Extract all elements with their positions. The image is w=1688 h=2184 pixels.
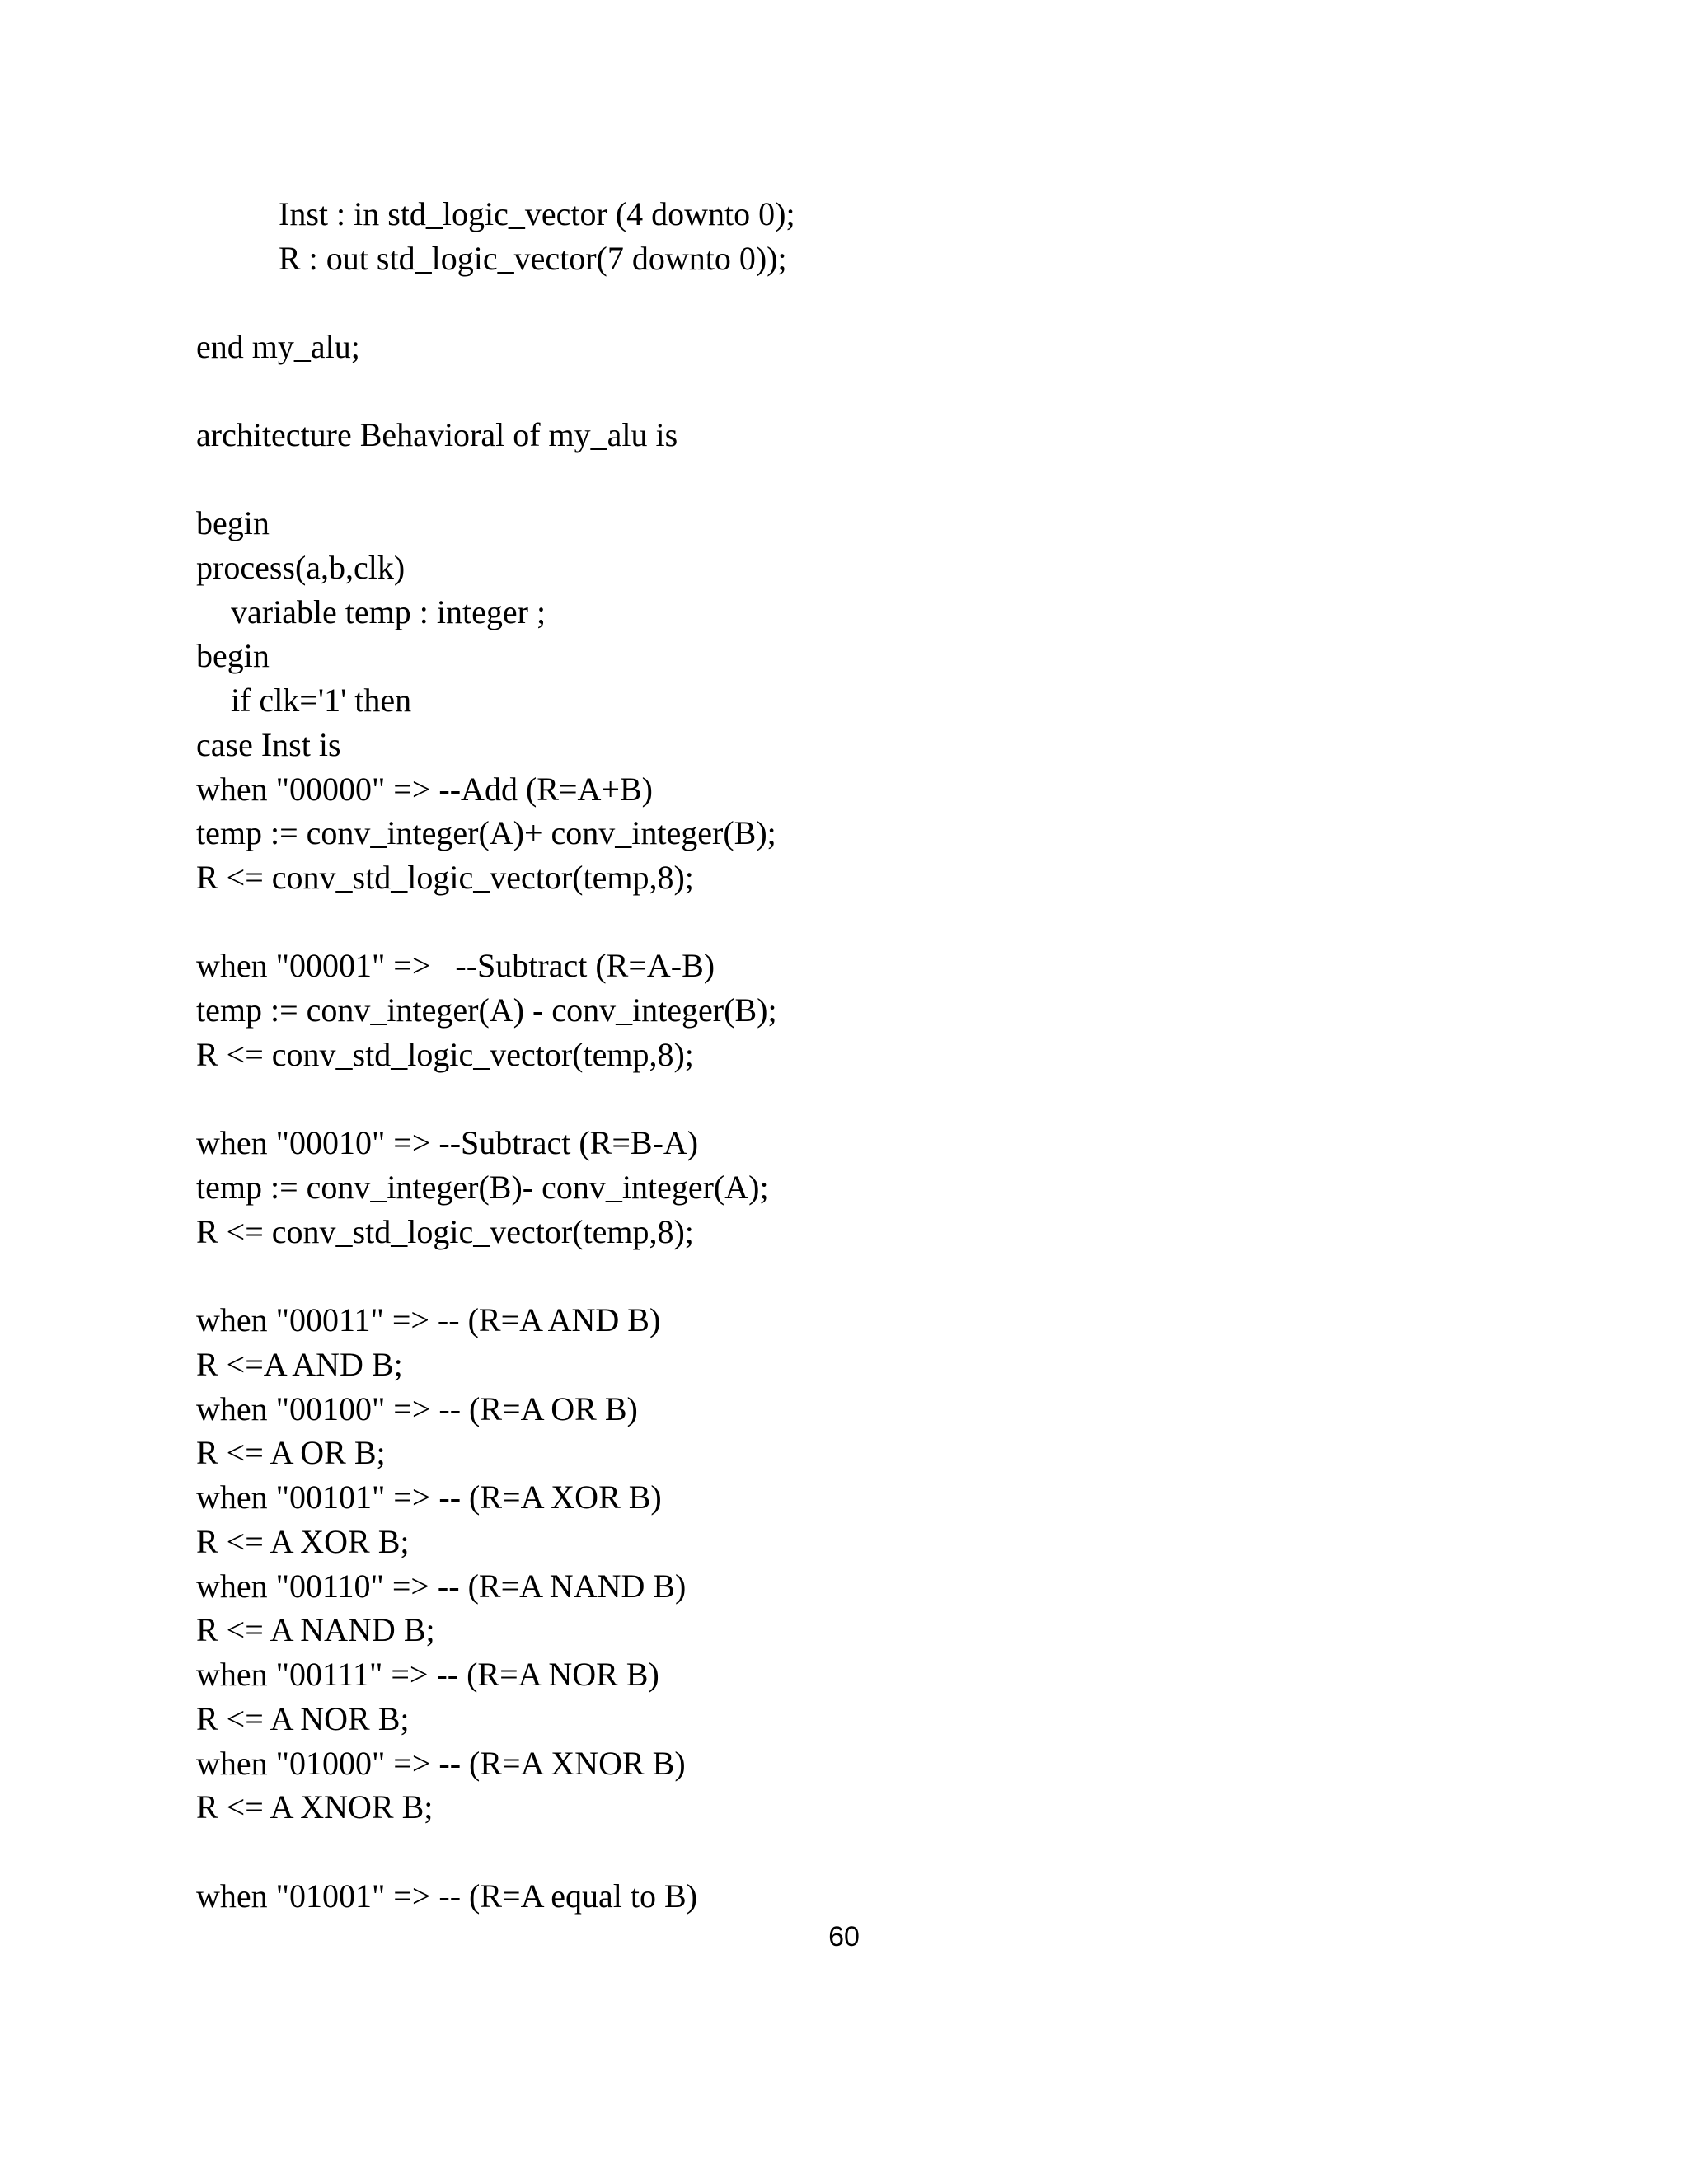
code-line: variable temp : integer ;: [231, 593, 546, 630]
code-line: R <= A XNOR B;: [196, 1788, 434, 1825]
code-line: temp := conv_integer(A)+ conv_integer(B);: [196, 814, 776, 851]
code-line: process(a,b,clk): [196, 549, 406, 586]
code-line: when "00111" => -- (R=A NOR B): [196, 1656, 659, 1693]
code-line: when "01000" => -- (R=A XNOR B): [196, 1745, 686, 1782]
code-line: temp := conv_integer(A) - conv_integer(B);: [196, 991, 777, 1029]
code-line: when "00001" => --Subtract (R=A-B): [196, 947, 715, 984]
code-line: R : out std_logic_vector(7 downto 0));: [279, 240, 787, 277]
code-line: R <= A XOR B;: [196, 1523, 410, 1560]
code-line: when "00010" => --Subtract (R=B-A): [196, 1124, 699, 1161]
code-line: R <= conv_std_logic_vector(temp,8);: [196, 1036, 694, 1073]
code-line: when "00000" => --Add (R=A+B): [196, 771, 653, 808]
code-line: when "00100" => -- (R=A OR B): [196, 1390, 638, 1427]
code-line: begin: [196, 637, 270, 674]
code-line: case Inst is: [196, 726, 341, 763]
code-line: when "00011" => -- (R=A AND B): [196, 1301, 661, 1338]
code-line: when "00110" => -- (R=A NAND B): [196, 1568, 687, 1605]
code-line: begin: [196, 504, 270, 541]
code-line: R <= A NOR B;: [196, 1700, 410, 1737]
code-line: R <= conv_std_logic_vector(temp,8);: [196, 859, 694, 896]
code-line: if clk='1' then: [231, 682, 412, 719]
code-line: Inst : in std_logic_vector (4 downto 0);: [279, 195, 795, 232]
code-line: when "00101" => -- (R=A XOR B): [196, 1479, 662, 1516]
code-line: R <=A AND B;: [196, 1346, 403, 1383]
code-line: temp := conv_integer(B)- conv_integer(A);: [196, 1169, 769, 1206]
code-line: R <= A NAND B;: [196, 1611, 435, 1648]
code-line: R <= A OR B;: [196, 1434, 386, 1471]
code-line: R <= conv_std_logic_vector(temp,8);: [196, 1213, 694, 1250]
code-line: end my_alu;: [196, 328, 360, 365]
code-line: architecture Behavioral of my_alu is: [196, 416, 678, 453]
code-line: when "01001" => -- (R=A equal to B): [196, 1877, 698, 1915]
page-number: 60: [828, 1921, 860, 1952]
